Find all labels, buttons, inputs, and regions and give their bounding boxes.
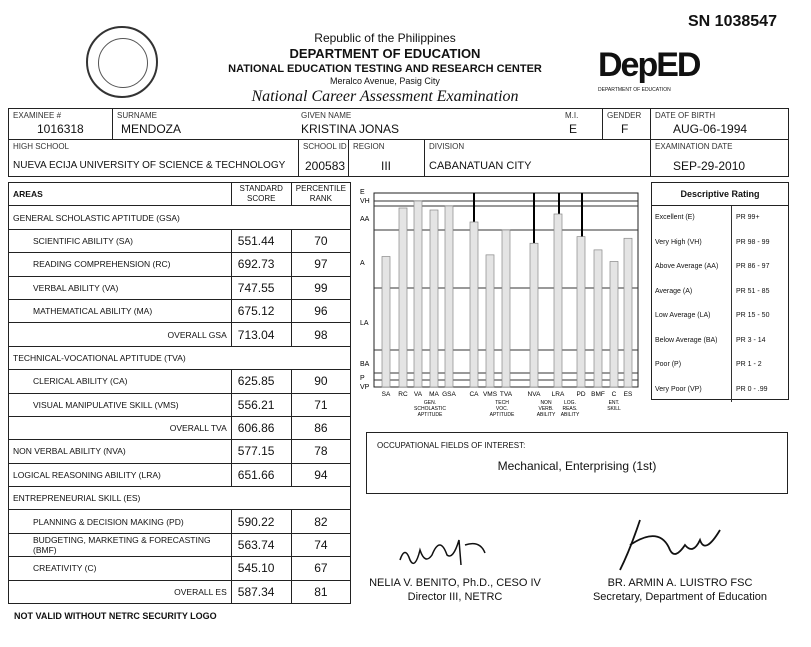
area-row xyxy=(9,487,351,510)
secretary-name: BR. ARMIN A. LUISTRO FSC xyxy=(607,577,753,589)
standard-score: 747.55 xyxy=(231,276,291,299)
interest-value: Mechanical, Enterprising (1st) xyxy=(497,459,657,473)
bar-sa xyxy=(382,257,390,387)
area-row xyxy=(9,416,351,439)
middle-initial: E xyxy=(569,122,578,136)
rating-row xyxy=(652,329,788,354)
standard-score: 606.86 xyxy=(231,416,291,439)
rating-range: PR 0 - .99 xyxy=(736,385,768,393)
bar-es xyxy=(624,238,632,387)
area-label: READING COMPREHENSION (RC) xyxy=(9,253,232,276)
standard-score: 577.15 xyxy=(231,440,291,463)
category-label: C xyxy=(611,391,617,398)
address: Meralco Avenue, Pasig City xyxy=(330,76,440,86)
area-label: OVERALL ES xyxy=(9,580,232,603)
area-label: SCIENTIFIC ABILITY (SA) xyxy=(9,229,232,252)
group-label: TECH VOC. APTITUDE xyxy=(489,400,515,418)
rating-range: PR 99+ xyxy=(736,214,760,222)
area-label: BUDGETING, MARKETING & FORECASTING (BMF) xyxy=(9,533,232,556)
area-row xyxy=(9,370,351,393)
standard-score: 590.22 xyxy=(231,510,291,533)
deped-seal xyxy=(86,26,158,98)
band-label: VH xyxy=(360,198,370,205)
director-name: NELIA V. BENITO, Ph.D., CESO IV xyxy=(369,577,541,589)
category-label: LRA xyxy=(551,391,565,398)
group-label: ENTREPRENEURIAL SKILL (ES) xyxy=(9,487,351,510)
bar-tva xyxy=(502,230,510,387)
area-label: VISUAL MANIPULATIVE SKILL (VMS) xyxy=(9,393,232,416)
rating-range: PR 98 - 99 xyxy=(736,238,770,246)
department: DEPARTMENT OF EDUCATION xyxy=(289,46,481,61)
rating-row xyxy=(652,231,788,256)
bar-rc xyxy=(399,208,407,387)
bar-bmf xyxy=(594,250,602,387)
standard-score: 692.73 xyxy=(231,253,291,276)
region: III xyxy=(381,159,392,173)
percentile-rank: 71 xyxy=(291,393,350,416)
signature-secretary xyxy=(610,515,730,575)
group-label: GEN. SCHOLASTIC APTITUDE xyxy=(414,400,446,418)
rating-label: Average (A) xyxy=(652,280,732,305)
area-row xyxy=(9,206,351,229)
rating-row xyxy=(652,304,788,329)
label: HIGH SCHOOL xyxy=(13,142,70,151)
rating-label: Above Average (AA) xyxy=(652,255,732,280)
bar-vms xyxy=(486,255,494,387)
area-label: OVERALL TVA xyxy=(9,416,232,439)
high-school: NUEVA ECIJA UNIVERSITY OF SCIENCE & TECHNOLOGY xyxy=(13,160,286,171)
bar-ca xyxy=(470,222,478,387)
area-row xyxy=(9,463,351,486)
standard-score: 625.85 xyxy=(231,370,291,393)
band-label: BA xyxy=(360,361,370,368)
area-row xyxy=(9,580,351,603)
standard-score: 713.04 xyxy=(231,323,291,346)
bar-nva xyxy=(530,243,538,387)
band-label: AA xyxy=(360,216,370,223)
percentile-rank: 90 xyxy=(291,370,350,393)
percentile-rank: 99 xyxy=(291,276,350,299)
area-row xyxy=(9,557,351,580)
director-title: Director III, NETRC xyxy=(407,591,503,603)
percentile-chart xyxy=(350,182,650,432)
area-row xyxy=(9,323,351,346)
standard-score: 587.34 xyxy=(231,580,291,603)
percentile-rank: 81 xyxy=(291,580,350,603)
bar-c xyxy=(610,261,618,387)
rating-label: Low Average (LA) xyxy=(652,304,732,329)
rating-label: Very Poor (VP) xyxy=(652,378,732,403)
percentile-rank: 94 xyxy=(291,463,350,486)
band-label: VP xyxy=(360,384,370,391)
area-label: CLERICAL ABILITY (CA) xyxy=(9,370,232,393)
area-row xyxy=(9,346,351,369)
area-row xyxy=(9,276,351,299)
bar-lra xyxy=(554,214,562,387)
standard-score: 556.21 xyxy=(231,393,291,416)
surname: MENDOZA xyxy=(121,122,181,136)
group-label: TECHNICAL-VOCATIONAL APTITUDE (TVA) xyxy=(9,346,351,369)
category-label: BMF xyxy=(591,391,605,398)
band-label: A xyxy=(360,260,365,267)
rating-range: PR 1 - 2 xyxy=(736,361,762,369)
signature-director xyxy=(395,535,495,575)
percentile-rank: 74 xyxy=(291,533,350,556)
category-label: CA xyxy=(469,391,479,398)
label: GIVEN NAME xyxy=(301,111,352,120)
area-label: VERBAL ABILITY (VA) xyxy=(9,276,232,299)
areas-table xyxy=(8,182,351,604)
area-label: CREATIVITY (C) xyxy=(9,557,232,580)
category-label: GSA xyxy=(442,391,456,398)
bar-pd xyxy=(577,237,585,387)
rating-row xyxy=(652,206,788,231)
given-name: KRISTINA JONAS xyxy=(301,122,400,136)
col-score: STANDARD SCORE xyxy=(231,183,291,206)
area-row xyxy=(9,440,351,463)
col-area: AREAS xyxy=(9,183,232,206)
label: EXAMINATION DATE xyxy=(655,142,733,151)
category-label: VMS xyxy=(482,391,498,398)
descriptive-rating xyxy=(651,182,789,400)
category-label: VA xyxy=(413,391,423,398)
area-row xyxy=(9,253,351,276)
area-label: NON VERBAL ABILITY (NVA) xyxy=(9,440,232,463)
rating-label: Excellent (E) xyxy=(652,206,732,231)
label: GENDER xyxy=(607,111,642,120)
category-label: SA xyxy=(381,391,391,398)
label: DATE OF BIRTH xyxy=(655,111,716,120)
rating-range: PR 86 - 97 xyxy=(736,263,770,271)
rating-range: PR 51 - 85 xyxy=(736,287,770,295)
country: Republic of the Philippines xyxy=(314,31,456,45)
percentile-rank: 82 xyxy=(291,510,350,533)
group-label: GENERAL SCHOLASTIC APTITUDE (GSA) xyxy=(9,206,351,229)
exam-date: SEP-29-2010 xyxy=(673,159,746,173)
standard-score: 551.44 xyxy=(231,229,291,252)
col-pr: PERCENTILE RANK xyxy=(291,183,350,206)
category-label: PD xyxy=(576,391,586,398)
group-label: LOG. REAS. ABILITY xyxy=(560,400,580,418)
percentile-rank: 86 xyxy=(291,416,350,439)
area-row xyxy=(9,299,351,322)
label: SCHOOL ID xyxy=(303,142,347,151)
group-label: ENT. SKILL xyxy=(607,400,621,412)
percentile-rank: 78 xyxy=(291,440,350,463)
rating-row xyxy=(652,378,788,403)
school-id: 200583 xyxy=(305,159,346,173)
interest-box xyxy=(366,432,788,494)
examinee-number: 1016318 xyxy=(37,122,84,136)
percentile-rank: 96 xyxy=(291,299,350,322)
label: SURNAME xyxy=(117,111,158,120)
secretary-title: Secretary, Department of Education xyxy=(592,591,768,603)
footer-note: NOT VALID WITHOUT NETRC SECURITY LOGO xyxy=(14,611,217,621)
examinee-row xyxy=(8,108,789,140)
area-label: OVERALL GSA xyxy=(9,323,232,346)
band-label: E xyxy=(360,189,365,196)
gender: F xyxy=(621,122,629,136)
standard-score: 651.66 xyxy=(231,463,291,486)
area-label: LOGICAL REASONING ABILITY (LRA) xyxy=(9,463,232,486)
rating-row xyxy=(652,280,788,305)
percentile-rank: 70 xyxy=(291,229,350,252)
division: CABANATUAN CITY xyxy=(429,160,532,172)
area-label: MATHEMATICAL ABILITY (MA) xyxy=(9,299,232,322)
standard-score: 563.74 xyxy=(231,533,291,556)
deped-logo: DepED xyxy=(598,46,700,84)
bar-gsa xyxy=(445,206,453,387)
area-label: PLANNING & DECISION MAKING (PD) xyxy=(9,510,232,533)
band-label: LA xyxy=(360,320,369,327)
percentile-rank: 67 xyxy=(291,557,350,580)
standard-score: 675.12 xyxy=(231,299,291,322)
area-row xyxy=(9,393,351,416)
interest-label: OCCUPATIONAL FIELDS OF INTEREST: xyxy=(377,441,526,450)
rating-range: PR 15 - 50 xyxy=(736,312,770,320)
percentile-rank: 98 xyxy=(291,323,350,346)
date-of-birth: AUG-06-1994 xyxy=(673,122,748,136)
category-label: NVA xyxy=(527,391,541,398)
group-label: NON VERB. ABILITY xyxy=(536,400,556,418)
area-row xyxy=(9,229,351,252)
label: REGION xyxy=(353,142,385,151)
category-label: ES xyxy=(623,391,633,398)
rating-row xyxy=(652,353,788,378)
label: M.I. xyxy=(565,111,579,120)
center: NATIONAL EDUCATION TESTING AND RESEARCH CENTER xyxy=(228,63,542,75)
label: EXAMINEE # xyxy=(13,111,62,120)
rating-row xyxy=(652,255,788,280)
band-label: P xyxy=(360,375,365,382)
serial-number: SN 1038547 xyxy=(688,13,777,30)
category-label: MA xyxy=(429,391,439,398)
label: DIVISION xyxy=(429,142,465,151)
category-label: TVA xyxy=(499,391,513,398)
area-row xyxy=(9,510,351,533)
bar-ma xyxy=(430,210,438,387)
rating-label: Poor (P) xyxy=(652,353,732,378)
category-label: RC xyxy=(398,391,408,398)
school-row xyxy=(8,139,789,177)
exam-title: National Career Assessment Examination xyxy=(251,88,519,105)
area-row xyxy=(9,533,351,556)
bar-va xyxy=(414,201,422,387)
rating-range: PR 3 - 14 xyxy=(736,336,766,344)
rating-label: Very High (VH) xyxy=(652,231,732,256)
ratings-title: Descriptive Rating xyxy=(652,183,788,206)
logo-sub: DEPARTMENT OF EDUCATION xyxy=(598,87,671,93)
standard-score: 545.10 xyxy=(231,557,291,580)
percentile-rank: 97 xyxy=(291,253,350,276)
rating-label: Below Average (BA) xyxy=(652,329,732,354)
